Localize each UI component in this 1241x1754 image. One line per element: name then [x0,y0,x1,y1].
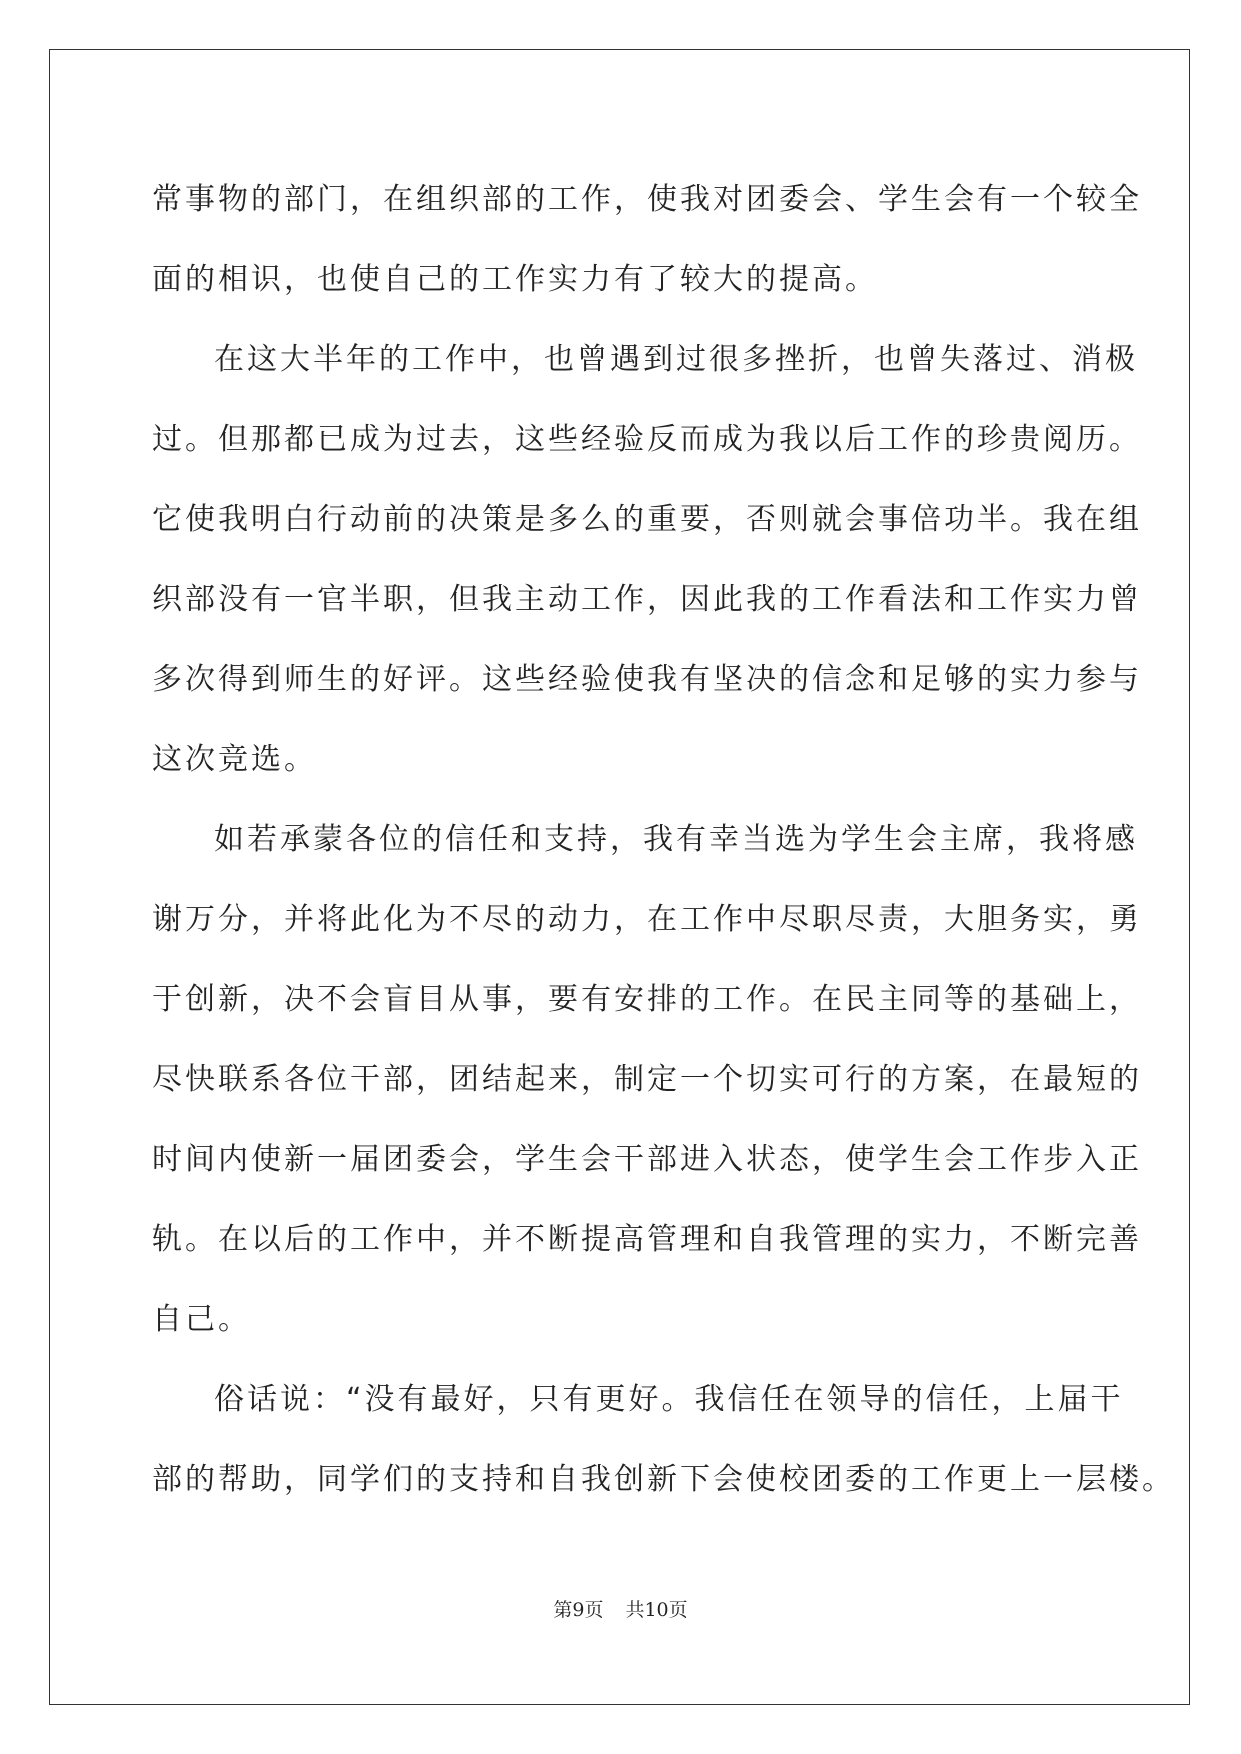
text-line: 多次得到师生的好评。这些经验使我有坚决的信念和足够的实力参与 [152,662,1142,697]
text-line: 自己。 [152,1302,251,1337]
text-line: 部的帮助，同学们的支持和自我创新下会使校团委的工作更上一层楼。 [152,1462,1175,1497]
text-line: 轨。在以后的工作中，并不断提高管理和自我管理的实力，不断完善 [152,1222,1142,1257]
text-line: 尽快联系各位干部，团结起来，制定一个切实可行的方案，在最短的 [152,1062,1142,1097]
page-footer [0,1595,1241,1622]
text-line: 过。但那都已成为过去，这些经验反而成为我以后工作的珍贵阅历。 [152,422,1142,457]
page-number: 第9页 [553,1599,604,1621]
text-line: 这次竞选。 [152,742,317,777]
page-total: 共10页 [625,1599,688,1621]
text-line: 面的相识，也使自己的工作实力有了较大的提高。 [152,262,878,297]
text-line: 于创新，决不会盲目从事，要有安排的工作。在民主同等的基础上， [152,982,1142,1017]
text-line: 俗话说：“没有最好，只有更好。我信任在领导的信任，上届干 [214,1382,1124,1417]
text-line: 如若承蒙各位的信任和支持，我有幸当选为学生会主席，我将感 [214,822,1138,857]
text-line: 在这大半年的工作中，也曾遇到过很多挫折，也曾失落过、消极 [214,342,1138,377]
text-line: 谢万分，并将此化为不尽的动力，在工作中尽职尽责，大胆务实，勇 [152,902,1142,937]
text-line: 常事物的部门，在组织部的工作，使我对团委会、学生会有一个较全 [152,182,1142,217]
text-line: 织部没有一官半职，但我主动工作，因此我的工作看法和工作实力曾 [152,582,1142,617]
document-body [152,160,1175,1520]
text-line: 它使我明白行动前的决策是多么的重要，否则就会事倍功半。我在组 [152,502,1142,537]
text-line: 时间内使新一届团委会，学生会干部进入状态，使学生会工作步入正 [152,1142,1142,1177]
